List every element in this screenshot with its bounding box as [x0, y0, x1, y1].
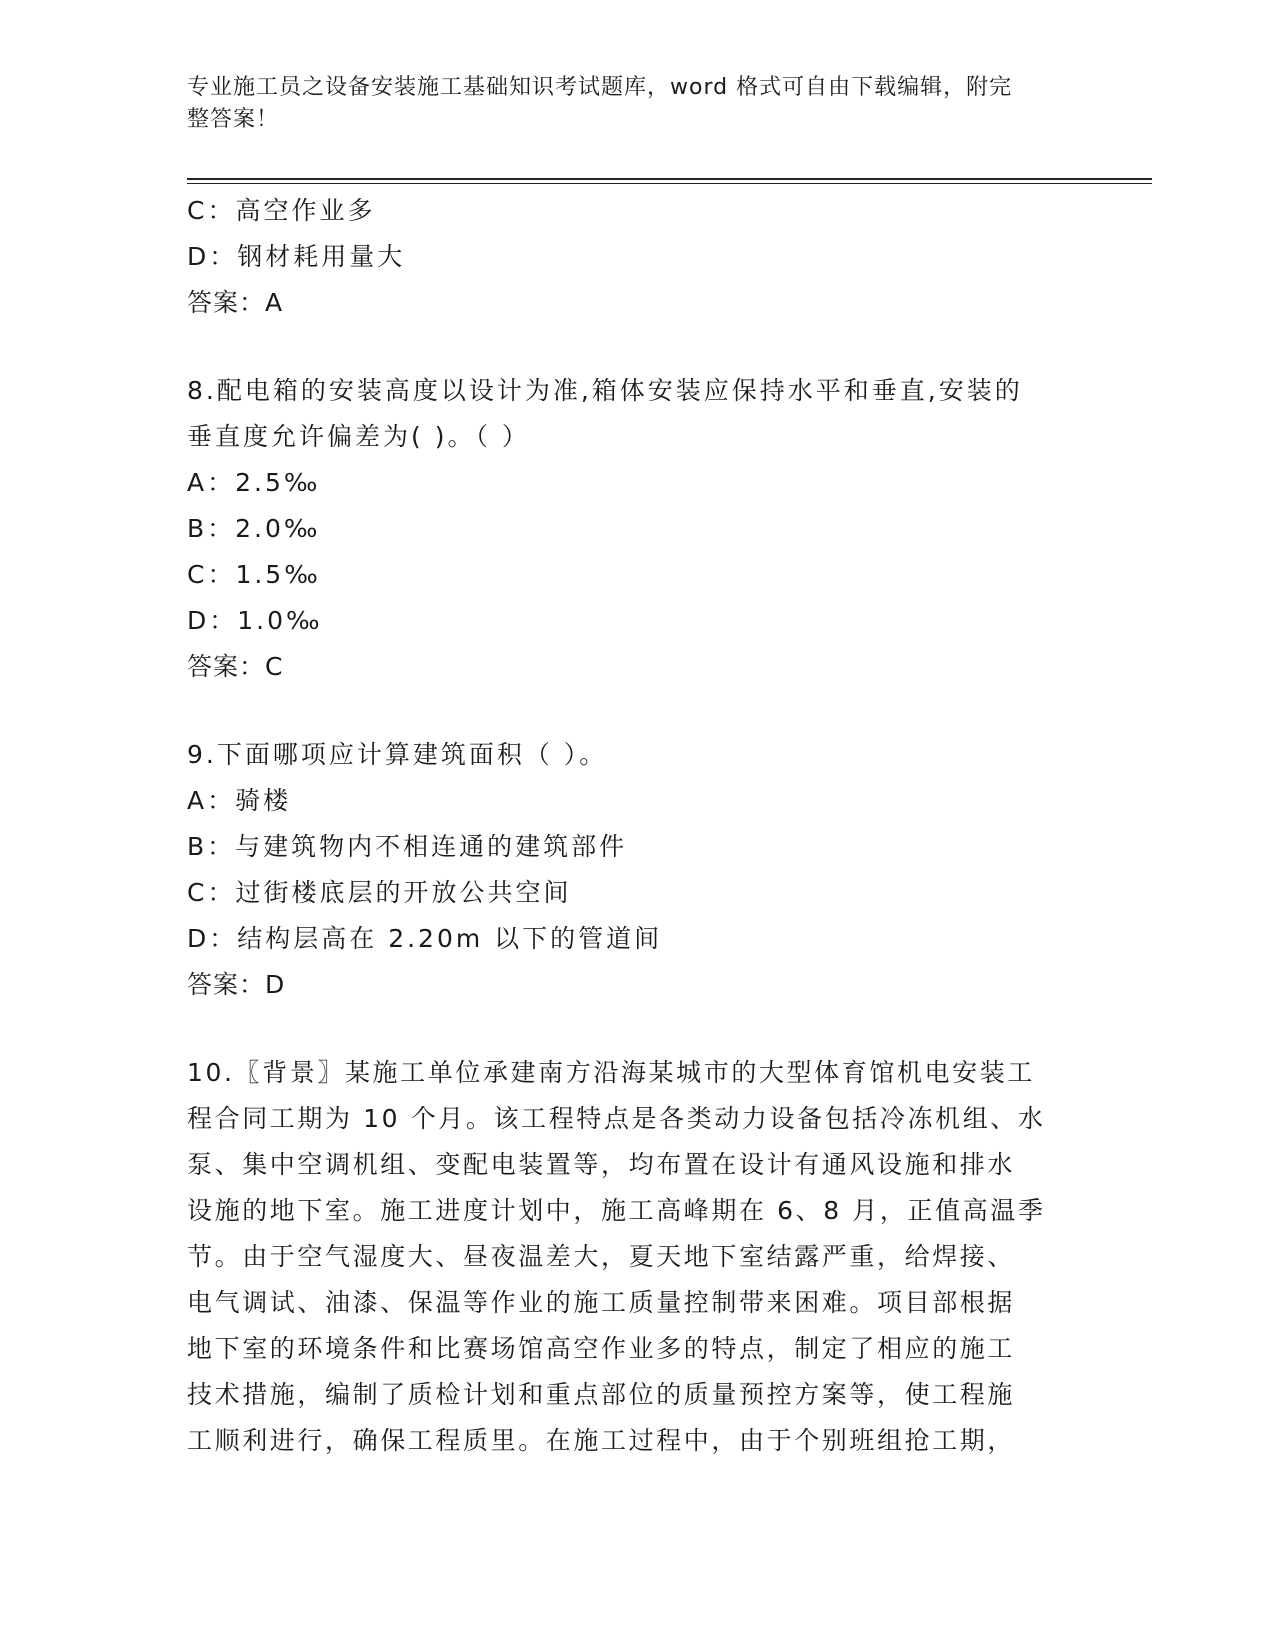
q7-option-c: C：高空作业多: [187, 196, 376, 225]
question-content: [187, 188, 1067, 1464]
q10-line: 10.〖背景〗某施工单位承建南方沿海某城市的大型体育馆机电安装工: [187, 1058, 1035, 1087]
spacer: [187, 1008, 1067, 1050]
q10-line: 程合同工期为 10 个月。该工程特点是各类动力设备包括冷冻机组、水: [187, 1104, 1046, 1133]
q9-stem: 9.下面哪项应计算建筑面积（ ）。: [187, 740, 608, 769]
q9-option-c: C：过街楼底层的开放公共空间: [187, 878, 572, 907]
q7-option-d: D：钢材耗用量大: [187, 242, 406, 271]
spacer: [187, 326, 1067, 368]
q8-option-c: C：1.5‰: [187, 560, 321, 589]
question-7-tail: [187, 188, 1067, 326]
q8-answer: 答案：C: [187, 652, 284, 681]
q9-option-a: A：骑楼: [187, 786, 292, 815]
q10-line: 地下室的环境条件和比赛场馆高空作业多的特点，制定了相应的施工: [187, 1334, 1016, 1363]
q10-line: 设施的地下室。施工进度计划中，施工高峰期在 6、8 月，正值高温季: [187, 1196, 1046, 1225]
q10-line: 泵、集中空调机组、变配电装置等，均布置在设计有通风设施和排水: [187, 1150, 1016, 1179]
q10-line: 技术措施，编制了质检计划和重点部位的质量预控方案等，使工程施: [187, 1380, 1016, 1409]
q10-line: 电气调试、油漆、保温等作业的施工质量控制带来困难。项目部根据: [187, 1288, 1016, 1317]
q8-stem-line-2: 垂直度允许偏差为( )。（ ）: [187, 422, 530, 451]
spacer: [187, 690, 1067, 732]
question-8: [187, 368, 1067, 690]
q9-answer: 答案：D: [187, 970, 286, 999]
q8-option-d: D：1.0‰: [187, 606, 323, 635]
q8-option-a: A：2.5‰: [187, 468, 321, 497]
q9-option-b: B：与建筑物内不相连通的建筑部件: [187, 832, 628, 861]
header-divider-thick: [187, 178, 1152, 180]
question-10: [187, 1050, 1067, 1464]
header-divider-thin: [187, 183, 1152, 184]
q10-line: 节。由于空气湿度大、昼夜温差大，夏天地下室结露严重，给焊接、: [187, 1242, 1016, 1271]
q9-option-d: D：结构层高在 2.20m 以下的管道间: [187, 924, 663, 953]
q8-stem-line-1: 8.配电箱的安装高度以设计为准,箱体安装应保持水平和垂直,安装的: [187, 376, 1023, 405]
q7-answer: 答案：A: [187, 288, 284, 317]
question-9: [187, 732, 1067, 1008]
q10-line: 工顺利进行，确保工程质里。在施工过程中，由于个别班组抢工期，: [187, 1426, 1016, 1455]
q8-option-b: B：2.0‰: [187, 514, 321, 543]
document-header: 专业施工员之设备安装施工基础知识考试题库，word 格式可自由下载编辑，附完 整答案！: [187, 75, 1013, 132]
